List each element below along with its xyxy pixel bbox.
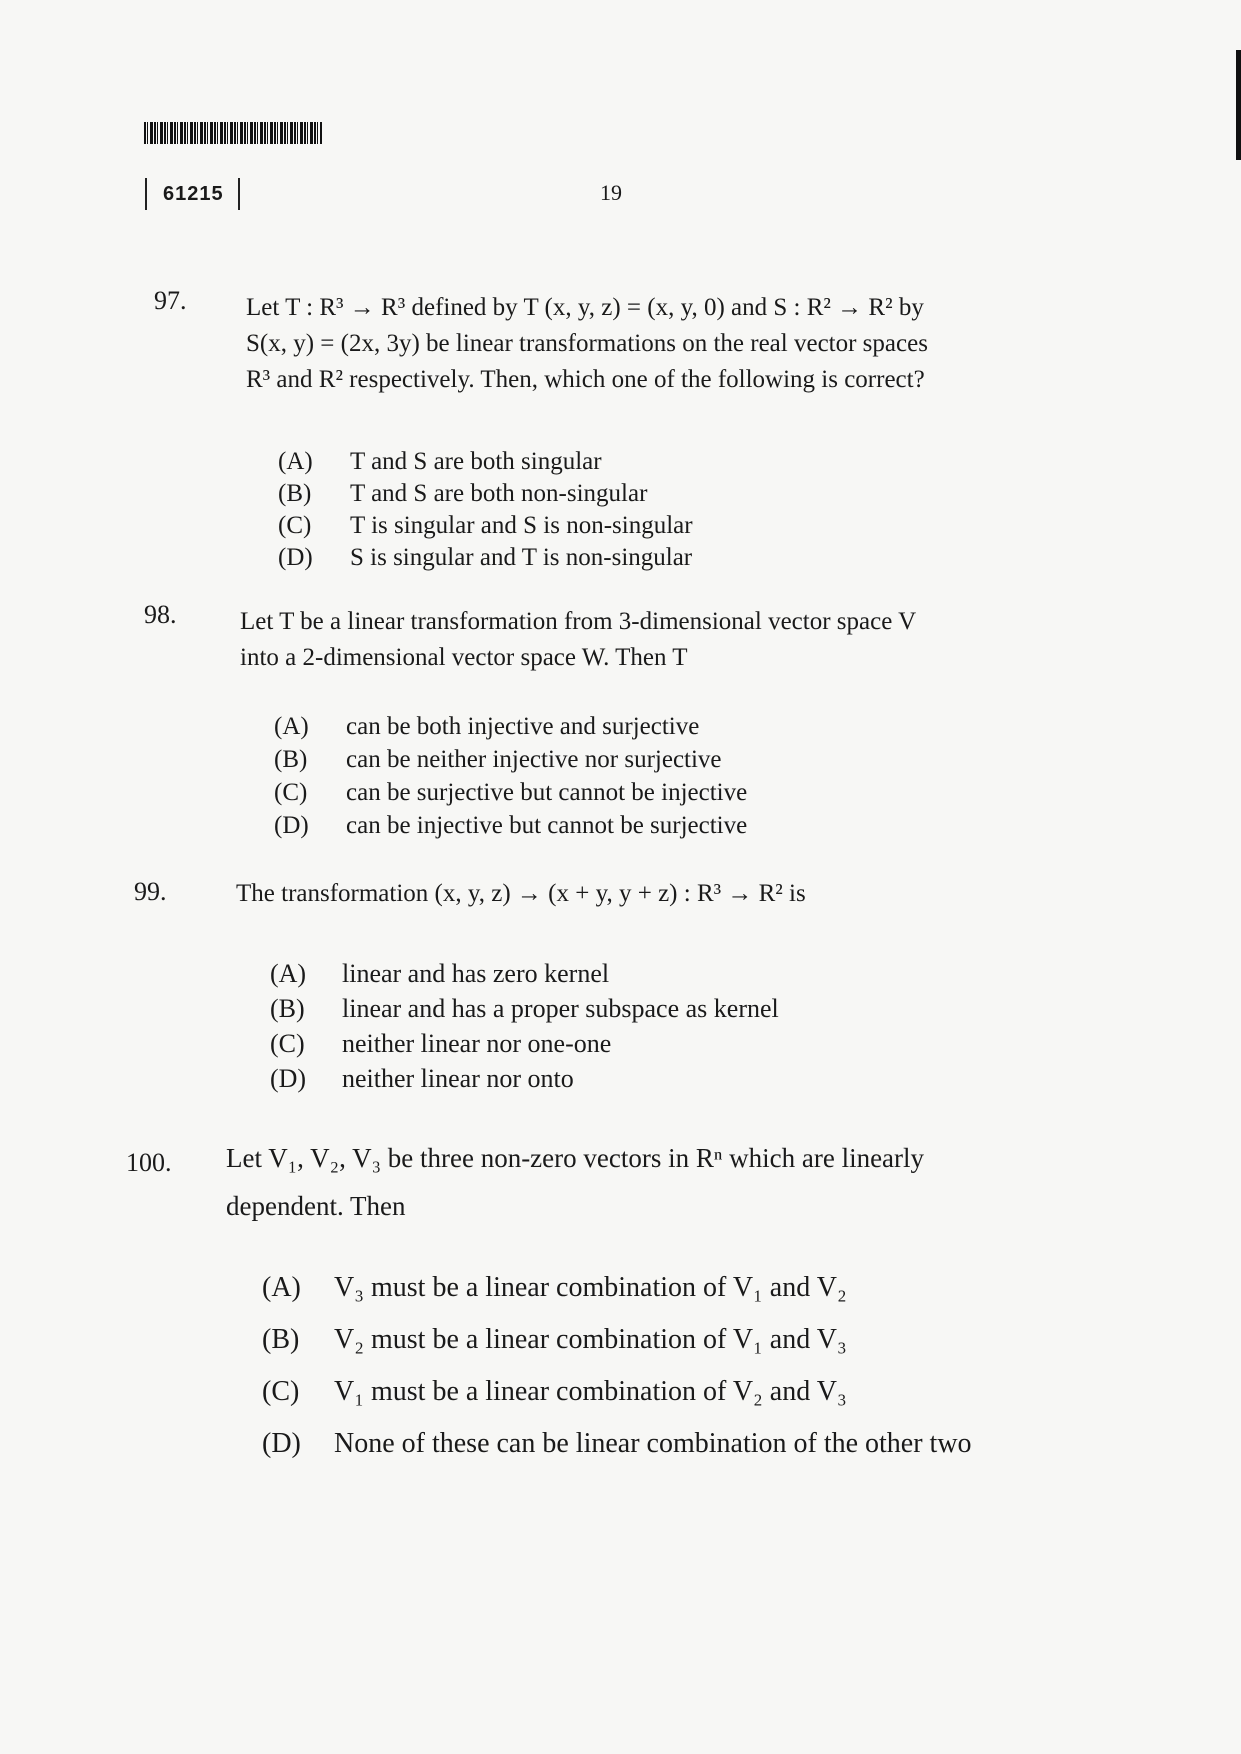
- option-text: linear and has zero kernel: [342, 959, 610, 988]
- option-c[interactable]: [270, 1026, 779, 1061]
- question-stem: [236, 876, 806, 912]
- option-text: neither linear nor onto: [342, 1064, 574, 1093]
- options: [262, 1262, 972, 1470]
- option-label: (D): [270, 1064, 307, 1093]
- option-a[interactable]: [274, 710, 747, 743]
- option-d[interactable]: [270, 1061, 779, 1096]
- stem-line: dependent. Then: [226, 1191, 406, 1221]
- option-label: (A): [262, 1272, 301, 1303]
- scan-edge: [1236, 50, 1241, 160]
- option-b[interactable]: [262, 1314, 972, 1366]
- question-stem: [226, 1134, 924, 1230]
- stem-line: The transformation (x, y, z) → (x + y, y + z) : R³ → R² is: [236, 880, 806, 907]
- option-text: linear and has a proper subspace as kernel: [342, 994, 779, 1023]
- option-text: V₁ must be a linear combination of V₂ and V₃: [334, 1376, 847, 1407]
- option-label: (B): [270, 994, 305, 1023]
- question-number: 97.: [154, 286, 187, 315]
- option-label: (C): [262, 1376, 300, 1407]
- stem-line: Let T be a linear transformation from 3-dimensional vector space V: [240, 608, 917, 635]
- options: [278, 446, 693, 574]
- option-label: (A): [270, 959, 307, 988]
- options: [274, 710, 747, 842]
- option-text: can be surjective but cannot be injective: [346, 779, 748, 806]
- option-d[interactable]: [274, 809, 747, 842]
- question-number: 99.: [134, 877, 167, 906]
- option-label: (D): [274, 812, 309, 839]
- option-text: can be injective but cannot be surjective: [346, 812, 748, 839]
- option-c[interactable]: [274, 776, 747, 809]
- booklet-code: [145, 178, 240, 210]
- stem-line: R³ and R² respectively. Then, which one of the following is correct?: [246, 366, 925, 393]
- option-label: (A): [274, 713, 309, 740]
- option-d[interactable]: [262, 1418, 972, 1470]
- barcode: [144, 122, 322, 144]
- option-label: (A): [278, 448, 313, 475]
- option-b[interactable]: [278, 478, 693, 510]
- stem-line: Let V₁, V₂, V₃ be three non-zero vectors in Rⁿ which are linearly: [226, 1143, 925, 1173]
- option-c[interactable]: [278, 510, 693, 542]
- question-stem: [240, 604, 916, 676]
- option-label: (B): [278, 480, 312, 507]
- option-a[interactable]: [270, 956, 779, 991]
- option-text: T and S are both singular: [350, 448, 602, 475]
- options: [270, 956, 779, 1096]
- option-a[interactable]: [262, 1262, 972, 1314]
- stem-line: S(x, y) = (2x, 3y) be linear transformations on the real vector spaces: [246, 330, 928, 357]
- option-text: V₃ must be a linear combination of V₁ and V₂: [334, 1272, 847, 1303]
- option-label: (D): [262, 1428, 301, 1459]
- option-label: (C): [274, 779, 308, 806]
- option-text: neither linear nor one-one: [342, 1029, 612, 1058]
- option-label: (B): [262, 1324, 300, 1355]
- option-text: can be both injective and surjective: [346, 713, 700, 740]
- option-label: (C): [270, 1029, 305, 1058]
- option-label: (C): [278, 512, 312, 539]
- stem-line: Let T : R³ → R³ defined by T (x, y, z) = (x, y, 0) and S : R² → R² by: [246, 294, 924, 321]
- page-number: 19: [600, 180, 622, 205]
- option-text: V₂ must be a linear combination of V₁ and V₃: [334, 1324, 847, 1355]
- option-text: can be neither injective nor surjective: [346, 746, 722, 773]
- question-stem: [246, 290, 928, 398]
- question-number: 98.: [144, 600, 177, 629]
- option-b[interactable]: [274, 743, 747, 776]
- option-text: T is singular and S is non-singular: [350, 512, 693, 539]
- option-label: (B): [274, 746, 308, 773]
- option-b[interactable]: [270, 991, 779, 1026]
- option-text: T and S are both non-singular: [350, 480, 648, 507]
- option-label: (D): [278, 544, 313, 571]
- stem-line: into a 2-dimensional vector space W. Then T: [240, 644, 688, 671]
- option-text: None of these can be linear combination of the other two: [334, 1428, 972, 1459]
- option-text: S is singular and T is non-singular: [350, 544, 693, 571]
- booklet-code-text: 61215: [163, 182, 224, 205]
- option-a[interactable]: [278, 446, 693, 478]
- option-d[interactable]: [278, 542, 693, 574]
- question-number: 100.: [126, 1148, 172, 1177]
- option-c[interactable]: [262, 1366, 972, 1418]
